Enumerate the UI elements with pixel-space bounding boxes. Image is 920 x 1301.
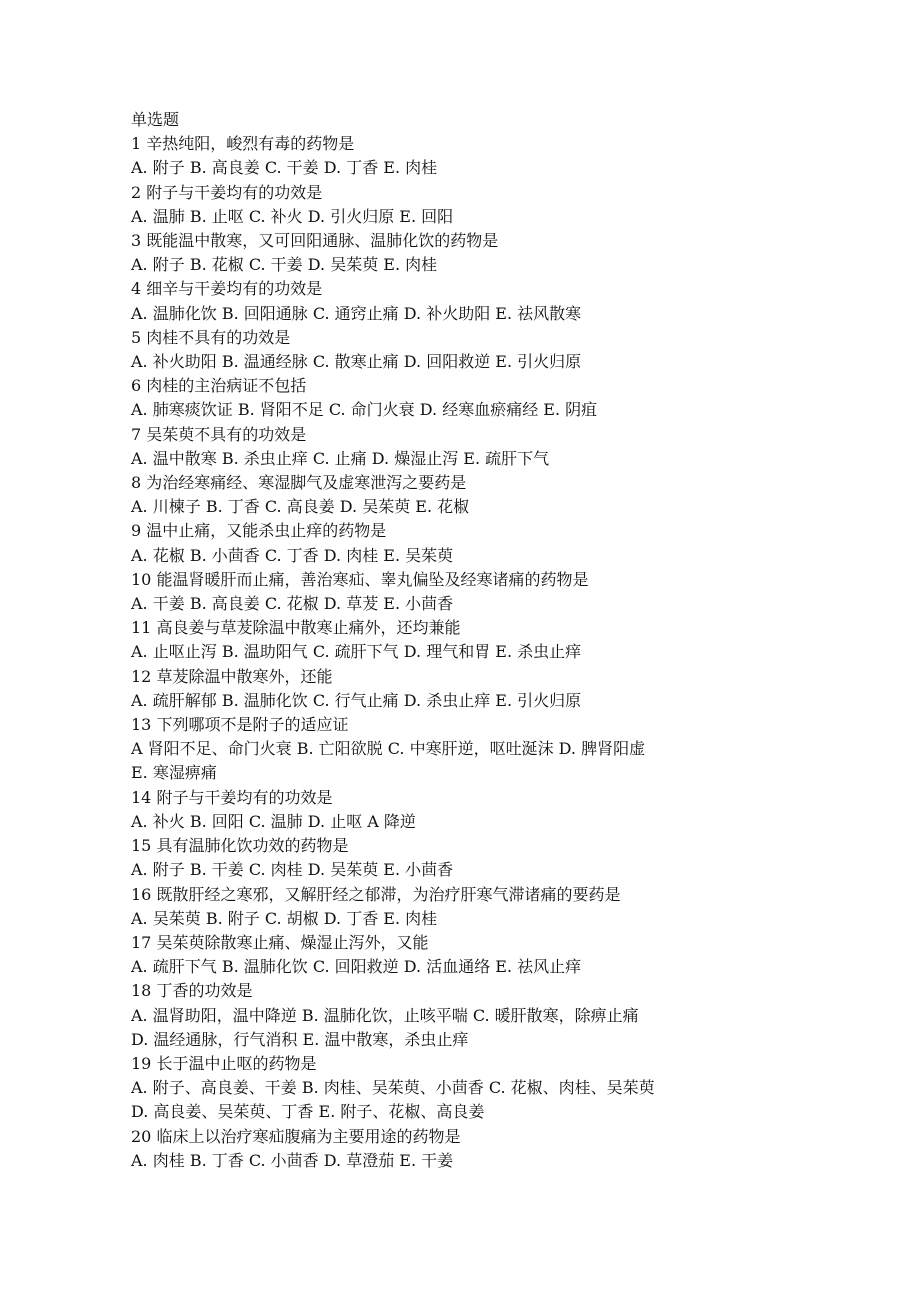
question-options: A. 温肾助阳，温中降逆 B. 温肺化饮，止咳平喘 C. 暖肝散寒，除痹止痛 (131, 1005, 639, 1025)
question-options: A. 温中散寒 B. 杀虫止痒 C. 止痛 D. 燥湿止泻 E. 疏肝下气 (131, 448, 550, 468)
question-stem: 1 辛热纯阳，峻烈有毒的药物是 (131, 134, 355, 154)
question-stem: 2 附子与干姜均有的功效是 (131, 182, 323, 202)
question-options: A. 附子 B. 高良姜 C. 干姜 D. 丁香 E. 肉桂 (131, 158, 438, 178)
question-item (131, 423, 891, 471)
question-options: D. 高良姜、吴茱萸、丁香 E. 附子、花椒、高良姜 (131, 1102, 485, 1122)
question-stem: 8 为治经寒痛经、寒湿脚气及虚寒泄泻之要药是 (131, 473, 467, 493)
question-options: A. 止呕止泻 B. 温助阳气 C. 疏肝下气 D. 理气和胃 E. 杀虫止痒 (131, 642, 582, 662)
question-item (131, 277, 891, 325)
question-stem: 20 临床上以治疗寒疝腹痛为主要用途的药物是 (131, 1126, 461, 1146)
question-options: A. 干姜 B. 高良姜 C. 花椒 D. 草茇 E. 小茴香 (131, 594, 454, 614)
question-options: A. 附子 B. 干姜 C. 肉桂 D. 吴茱萸 E. 小茴香 (131, 860, 454, 880)
question-item (131, 519, 891, 567)
question-options: E. 寒湿痹痛 (131, 763, 217, 783)
question-item (131, 713, 891, 786)
section-title: 单选题 (131, 110, 180, 129)
question-item (131, 374, 891, 422)
question-stem: 15 具有温肺化饮功效的药物是 (131, 836, 349, 856)
question-stem: 12 草茇除温中散寒外，还能 (131, 666, 333, 686)
question-item (131, 883, 891, 931)
question-options: A. 温肺 B. 止呕 C. 补火 D. 引火归原 E. 回阳 (131, 206, 454, 226)
question-item (131, 1125, 891, 1173)
question-stem: 5 肉桂不具有的功效是 (131, 327, 291, 347)
question-options: A. 疏肝解郁 B. 温肺化饮 C. 行气止痛 D. 杀虫止痒 E. 引火归原 (131, 690, 582, 710)
question-item (131, 616, 891, 664)
question-stem: 3 既能温中散寒，又可回阳通脉、温肺化饮的药物是 (131, 231, 499, 251)
question-item (131, 132, 891, 180)
question-stem: 7 吴茱萸不具有的功效是 (131, 424, 307, 444)
question-stem: 17 吴茱萸除散寒止痛、燥湿止泻外，又能 (131, 932, 429, 952)
question-item (131, 979, 891, 1052)
question-item (131, 471, 891, 519)
question-options: A. 吴茱萸 B. 附子 C. 胡椒 D. 丁香 E. 肉桂 (131, 908, 438, 928)
question-options: D. 温经通脉，行气消积 E. 温中散寒，杀虫止痒 (131, 1029, 469, 1049)
question-options: A. 川楝子 B. 丁香 C. 高良姜 D. 吴茱萸 E. 花椒 (131, 497, 470, 517)
question-stem: 18 丁香的功效是 (131, 981, 253, 1001)
question-item (131, 931, 891, 979)
question-stem: 13 下列哪项不是附子的适应证 (131, 715, 349, 735)
question-stem: 16 既散肝经之寒邪，又解肝经之郁滞，为治疗肝寒气滞诸痛的要药是 (131, 884, 621, 904)
question-options: A. 温肺化饮 B. 回阳通脉 C. 通窍止痛 D. 补火助阳 E. 祛风散寒 (131, 303, 582, 323)
document-page (131, 108, 891, 1173)
question-options: A. 肉桂 B. 丁香 C. 小茴香 D. 草澄茄 E. 干姜 (131, 1150, 454, 1170)
question-stem: 6 肉桂的主治病证不包括 (131, 376, 307, 396)
question-options: A. 疏肝下气 B. 温肺化饮 C. 回阳救逆 D. 活血通络 E. 祛风止痒 (131, 957, 582, 977)
question-item (131, 326, 891, 374)
question-list (131, 132, 891, 1173)
question-options: A. 补火助阳 B. 温通经脉 C. 散寒止痛 D. 回阳救逆 E. 引火归原 (131, 352, 582, 372)
question-options: A. 肺寒痰饮证 B. 肾阳不足 C. 命门火衰 D. 经寒血瘀痛经 E. 阴疽 (131, 400, 598, 420)
question-item (131, 834, 891, 882)
question-options: A. 花椒 B. 小茴香 C. 丁香 D. 肉桂 E. 吴茱萸 (131, 545, 454, 565)
question-stem: 19 长于温中止呕的药物是 (131, 1053, 317, 1073)
question-stem: 11 高良姜与草茇除温中散寒止痛外，还均兼能 (131, 618, 461, 638)
question-stem: 10 能温肾暖肝而止痛，善治寒疝、睾丸偏坠及经寒诸痛的药物是 (131, 569, 589, 589)
question-options: A. 附子 B. 花椒 C. 干姜 D. 吴茱萸 E. 肉桂 (131, 255, 438, 275)
question-options: A. 附子、高良姜、干姜 B. 肉桂、吴茱萸、小茴香 C. 花椒、肉桂、吴茱萸 (131, 1078, 655, 1098)
question-item (131, 568, 891, 616)
question-item (131, 181, 891, 229)
question-options: A. 补火 B. 回阳 C. 温肺 D. 止呕 A 降逆 (131, 811, 416, 831)
question-item (131, 1052, 891, 1125)
question-options: A 肾阳不足、命门火衰 B. 亡阳欲脱 C. 中寒肝逆，呕吐涎沫 D. 脾肾阳虚 (131, 739, 646, 759)
question-stem: 4 细辛与干姜均有的功效是 (131, 279, 323, 299)
question-item (131, 229, 891, 277)
question-stem: 9 温中止痛，又能杀虫止痒的药物是 (131, 521, 387, 541)
question-item (131, 786, 891, 834)
question-stem: 14 附子与干姜均有的功效是 (131, 787, 333, 807)
question-item (131, 665, 891, 713)
